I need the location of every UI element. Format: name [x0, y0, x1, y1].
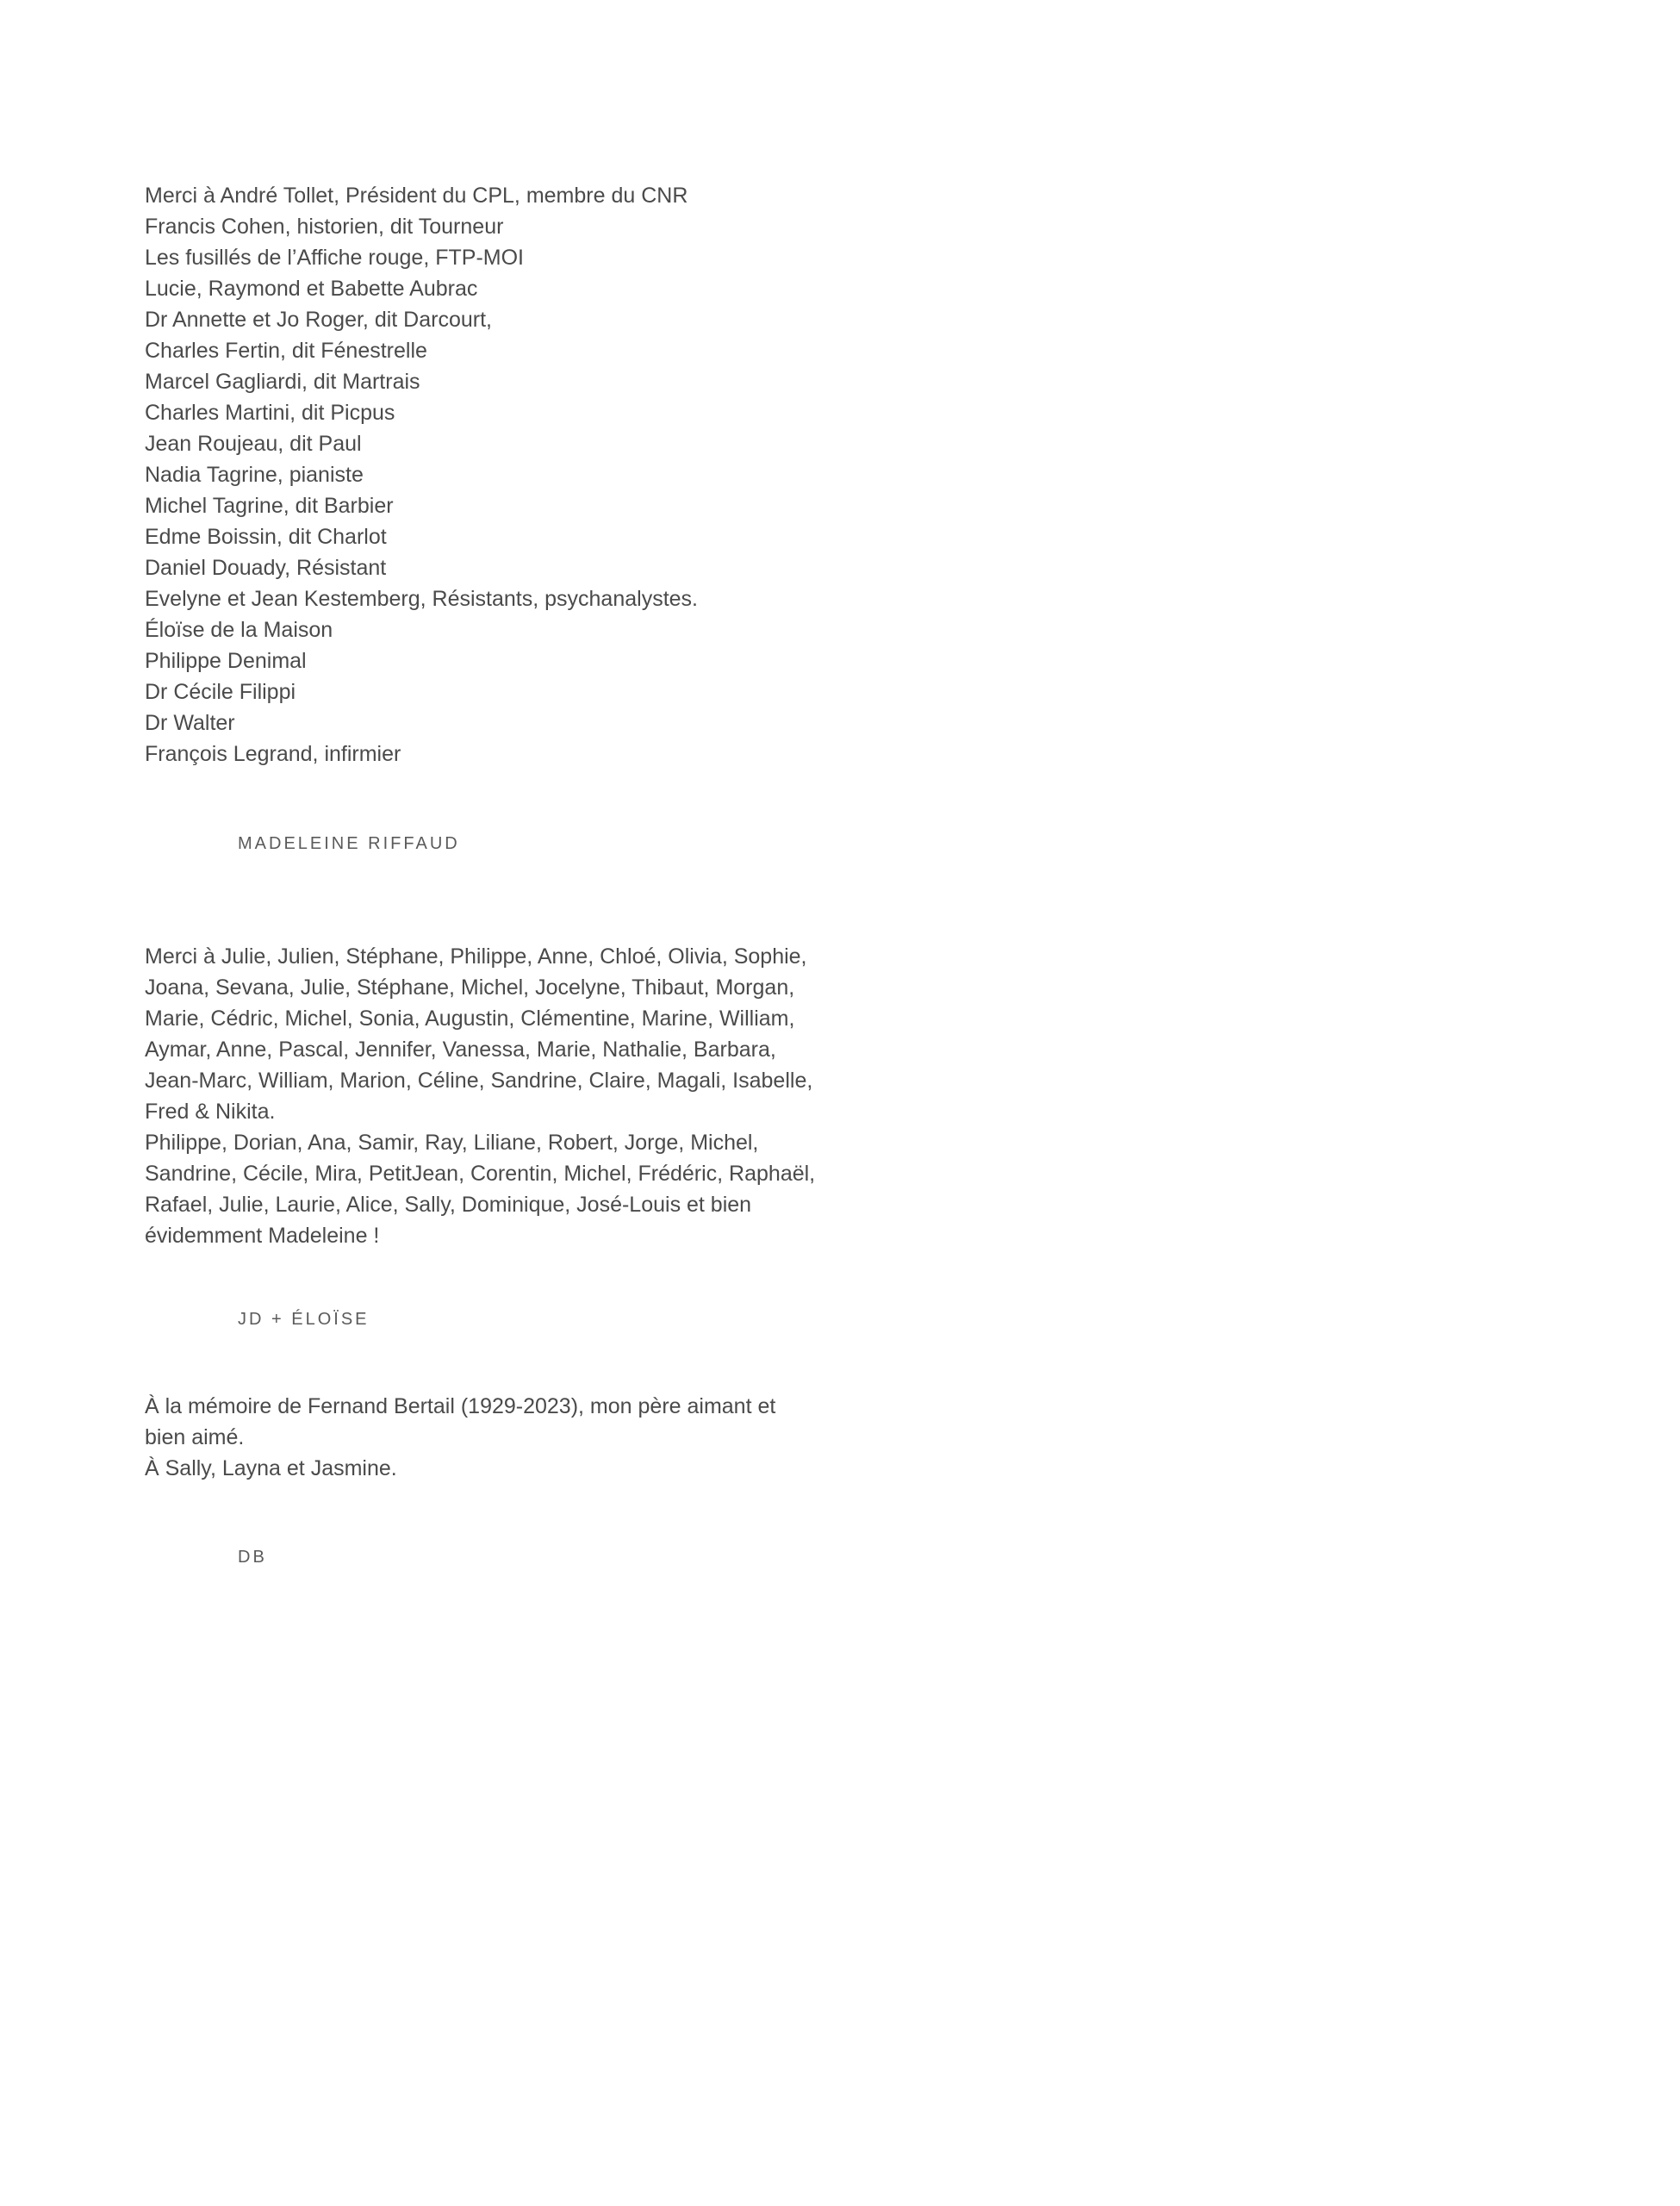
- dedication-line: À Sally, Layna et Jasmine.: [145, 1456, 397, 1480]
- ack-line: François Legrand, infirmier: [145, 742, 401, 766]
- ack-line: Marie, Cédric, Michel, Sonia, Augustin, Clémentine, Marine, William,: [145, 1006, 795, 1031]
- ack-line: Éloïse de la Maison: [145, 618, 333, 642]
- acknowledgements-jd-eloise: [145, 941, 851, 1251]
- ack-line: Rafael, Julie, Laurie, Alice, Sally, Dominique, José-Louis et bien: [145, 1193, 752, 1217]
- ack-line: Joana, Sevana, Julie, Stéphane, Michel, Jocelyne, Thibaut, Morgan,: [145, 975, 795, 1000]
- ack-line: Dr Walter: [145, 711, 235, 735]
- signature-madeleine-riffaud: MADELEINE RIFFAUD: [238, 834, 460, 853]
- ack-line: Philippe Denimal: [145, 649, 307, 673]
- signature-jd-eloise: JD + ÉLOÏSE: [238, 1310, 370, 1329]
- ack-line: Philippe, Dorian, Ana, Samir, Ray, Liliane, Robert, Jorge, Michel,: [145, 1131, 759, 1155]
- ack-line: Aymar, Anne, Pascal, Jennifer, Vanessa, Marie, Nathalie, Barbara,: [145, 1038, 776, 1062]
- ack-line: Sandrine, Cécile, Mira, PetitJean, Corentin, Michel, Frédéric, Raphaël,: [145, 1162, 816, 1186]
- ack-line: Francis Cohen, historien, dit Tourneur: [145, 215, 504, 239]
- ack-line: Merci à André Tollet, Président du CPL, membre du CNR: [145, 184, 688, 208]
- ack-line: Jean-Marc, William, Marion, Céline, Sandrine, Claire, Magali, Isabelle,: [145, 1069, 813, 1093]
- ack-line: Merci à Julie, Julien, Stéphane, Philippe, Anne, Chloé, Olivia, Sophie,: [145, 944, 807, 969]
- ack-line: Dr Annette et Jo Roger, dit Darcourt,: [145, 308, 492, 332]
- dedication-line: À la mémoire de Fernand Bertail (1929-2023), mon père aimant et: [145, 1394, 776, 1418]
- ack-line: Evelyne et Jean Kestemberg, Résistants, psychanalystes.: [145, 587, 698, 611]
- acknowledgements-madeleine: [145, 180, 851, 770]
- ack-line: Michel Tagrine, dit Barbier: [145, 494, 394, 518]
- ack-line: Dr Cécile Filippi: [145, 680, 296, 704]
- ack-line: Charles Fertin, dit Fénestrelle: [145, 339, 427, 363]
- dedication-line: bien aimé.: [145, 1425, 245, 1449]
- dedication-db: [145, 1391, 851, 1484]
- ack-line: Daniel Douady, Résistant: [145, 556, 387, 580]
- ack-line: Les fusillés de l’Affiche rouge, FTP-MOI: [145, 246, 524, 270]
- ack-line: Fred & Nikita.: [145, 1100, 276, 1124]
- ack-line: Charles Martini, dit Picpus: [145, 401, 395, 425]
- ack-line: Marcel Gagliardi, dit Martrais: [145, 370, 420, 394]
- ack-line: Jean Roujeau, dit Paul: [145, 432, 362, 456]
- ack-line: Nadia Tagrine, pianiste: [145, 463, 364, 487]
- ack-line: Edme Boissin, dit Charlot: [145, 525, 387, 549]
- ack-line: Lucie, Raymond et Babette Aubrac: [145, 277, 478, 301]
- signature-db: DB: [238, 1548, 267, 1567]
- ack-line: évidemment Madeleine !: [145, 1224, 380, 1248]
